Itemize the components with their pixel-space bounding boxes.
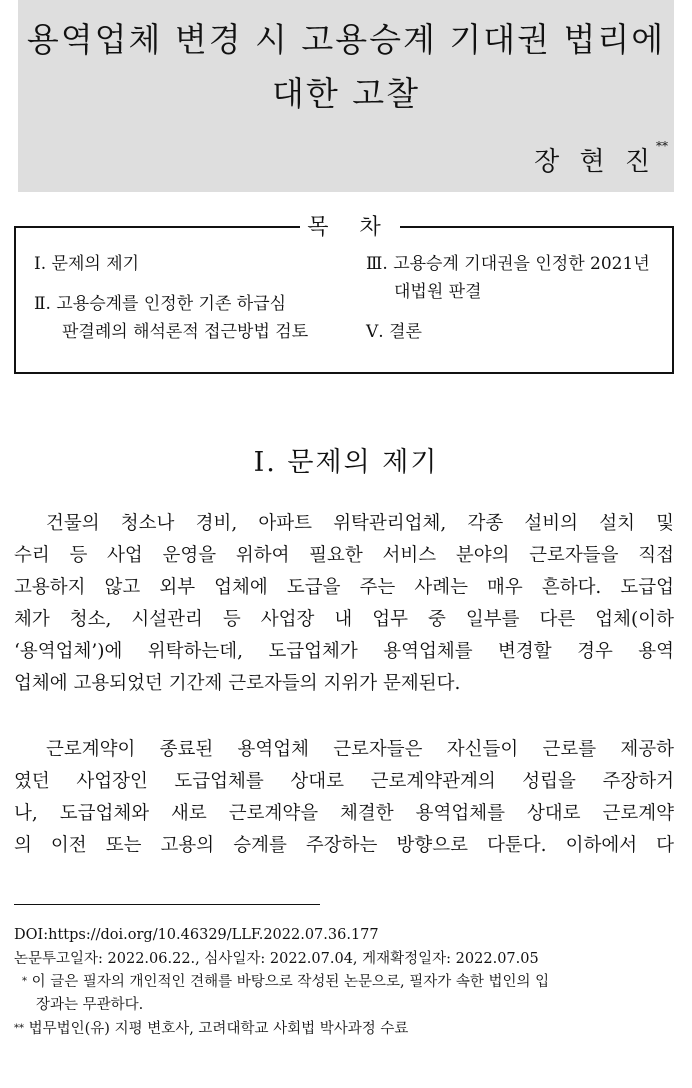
toc-item-1: Ⅰ. 문제의 제기 [34, 254, 140, 274]
toc-item-5: Ⅴ. 결론 [366, 322, 422, 342]
footnote-1 [22, 971, 549, 993]
toc-item-2: Ⅱ. 고용승계를 인정한 기존 하급심 [34, 294, 287, 314]
paragraph-line: 근로계약이 종료된 용역업체 근로자들은 자신들이 근로를 제공하 [46, 739, 674, 760]
section-heading: Ⅰ. 문제의 제기 [253, 447, 439, 478]
footnote-separator [14, 904, 320, 905]
footnote-1-cont: 장과는 무관하다. [36, 997, 144, 1013]
paper-title-line-1: 용역업체 변경 시 고용승계 기대권 법리에 [26, 20, 666, 59]
paragraph-line: ‘용역업체’)에 위탁하는데, 도급업체가 용역업체를 변경할 경우 용역 [14, 641, 674, 662]
paragraph-line: 수리 등 사업 운영을 위하여 필요한 서비스 분야의 근로자들을 직접 [14, 545, 674, 566]
doi-link[interactable]: DOI:https://doi.org/10.46329/LLF.2022.07.36.177 [14, 927, 379, 943]
body-paragraph-2 [14, 734, 674, 862]
footnote-1-text: 이 글은 필자의 개인적인 견해를 바탕으로 작성된 논문으로, 필자가 속한 법인의 입 [31, 974, 550, 990]
paper-title-line-2: 대한 고찰 [271, 74, 420, 113]
toc-item-3-cont: 대법원 판결 [394, 282, 482, 302]
paragraph-line: 였던 사업장인 도급업체를 상대로 근로계약관계의 성립을 주장하거 [14, 771, 674, 792]
footnote-2-text: 법무법인(유) 지평 변호사, 고려대학교 사회법 박사과정 수료 [28, 1021, 409, 1037]
paragraph-line: 나, 도급업체와 새로 근로계약을 체결한 용역업체를 상대로 근로계약 [14, 803, 674, 824]
submission-dates: 논문투고일자: 2022.06.22., 심사일자: 2022.07.04, 게재확정일자: 2022.07.05 [14, 951, 539, 967]
footnote-2 [14, 1018, 408, 1040]
paragraph-line: 업체에 고용되었던 기간제 근로자들의 지위가 문제된다. [14, 673, 461, 694]
body-paragraph-1 [14, 508, 674, 700]
paragraph-line: 의 이전 또는 고용의 승계를 주장하는 방향으로 다툰다. 이하에서 다 [14, 835, 674, 856]
toc-item-3: Ⅲ. 고용승계 기대권을 인정한 2021년 [366, 254, 650, 274]
author-footnote-mark: ** [656, 139, 668, 153]
author-name: 장 현 진 [534, 147, 656, 177]
paragraph-line: 건물의 청소나 경비, 아파트 위탁관리업체, 각종 설비의 설치 및 [46, 513, 674, 534]
toc-top-rule-right [398, 226, 674, 228]
footnote-1-mark: * [22, 976, 27, 987]
paragraph-line: 체가 청소, 시설관리 등 사업장 내 업무 중 일부를 다른 업체(이하 [14, 609, 674, 630]
toc-top-rule-left [14, 226, 302, 228]
title-block [18, 0, 674, 192]
paragraph-line: 고용하지 않고 외부 업체에 도급을 주는 사례는 매우 흔하다. 도급업 [14, 577, 674, 598]
toc-heading: 목 차 [300, 210, 400, 241]
toc-item-2-cont: 판결례의 해석론적 접근방법 검토 [62, 322, 309, 342]
footnote-2-mark: ** [14, 1023, 24, 1034]
author [534, 141, 668, 178]
